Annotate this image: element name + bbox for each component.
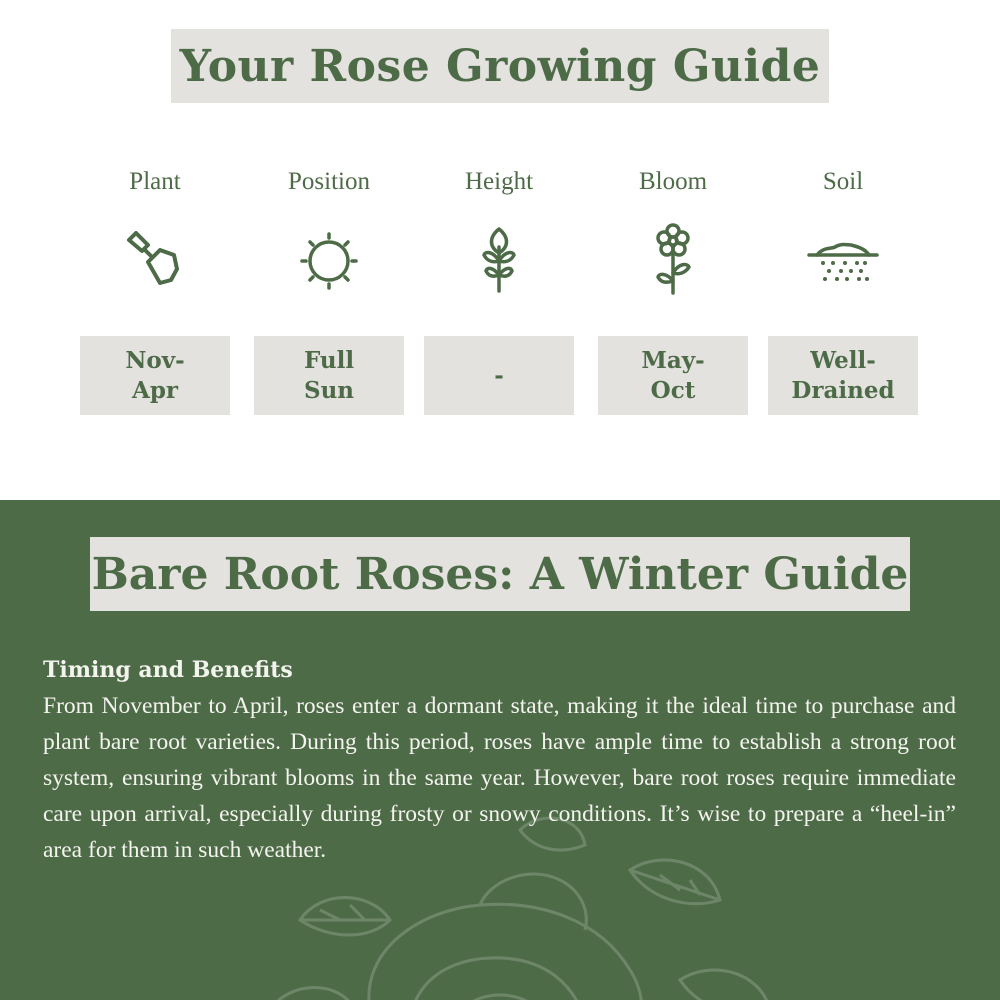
column-label: Height <box>464 168 534 195</box>
column-label: Soil <box>822 168 864 195</box>
soil-icon <box>768 223 918 299</box>
article-title-box <box>90 537 910 611</box>
value-bloom: May- Oct <box>641 346 705 404</box>
article-content <box>43 652 956 868</box>
column-height <box>424 165 574 299</box>
value-box-bloom <box>598 336 748 415</box>
value-position: Full Sun <box>303 346 355 404</box>
column-label: Position <box>288 168 370 195</box>
sun-icon <box>254 223 404 299</box>
value-box-position <box>254 336 404 415</box>
column-position <box>254 165 404 299</box>
article-body: From November to April, roses enter a dormant state, making it the ideal time to purchase and plant bare root varieties. During this period, roses have ample time to establish a strong root system, ensuring vibrant blooms in the same year. However, bare root roses require immediate care upon arrival, especially during frosty or snowy conditions. It’s wise to prepare a “heel-in” area for them in such weather. <box>43 693 956 863</box>
value-box-soil <box>768 336 918 415</box>
value-height: - <box>494 361 504 389</box>
value-plant: Nov- Apr <box>125 346 185 404</box>
value-box-plant <box>80 336 230 415</box>
sprout-icon <box>424 223 574 299</box>
column-label: Bloom <box>638 168 708 195</box>
guide-title-box <box>171 29 829 103</box>
column-label: Plant <box>129 168 181 195</box>
column-plant <box>80 165 230 299</box>
trowel-icon <box>80 223 230 299</box>
article-title: Bare Root Roses: A Winter Guide <box>91 548 909 600</box>
flower-icon <box>598 223 748 299</box>
column-soil <box>768 165 918 299</box>
value-soil: Well- Drained <box>791 346 895 404</box>
winter-guide-section <box>0 500 1000 1000</box>
column-bloom <box>598 165 748 299</box>
article-subheading: Timing and Benefits <box>43 657 293 683</box>
guide-title: Your Rose Growing Guide <box>179 40 821 92</box>
value-box-height <box>424 336 574 415</box>
